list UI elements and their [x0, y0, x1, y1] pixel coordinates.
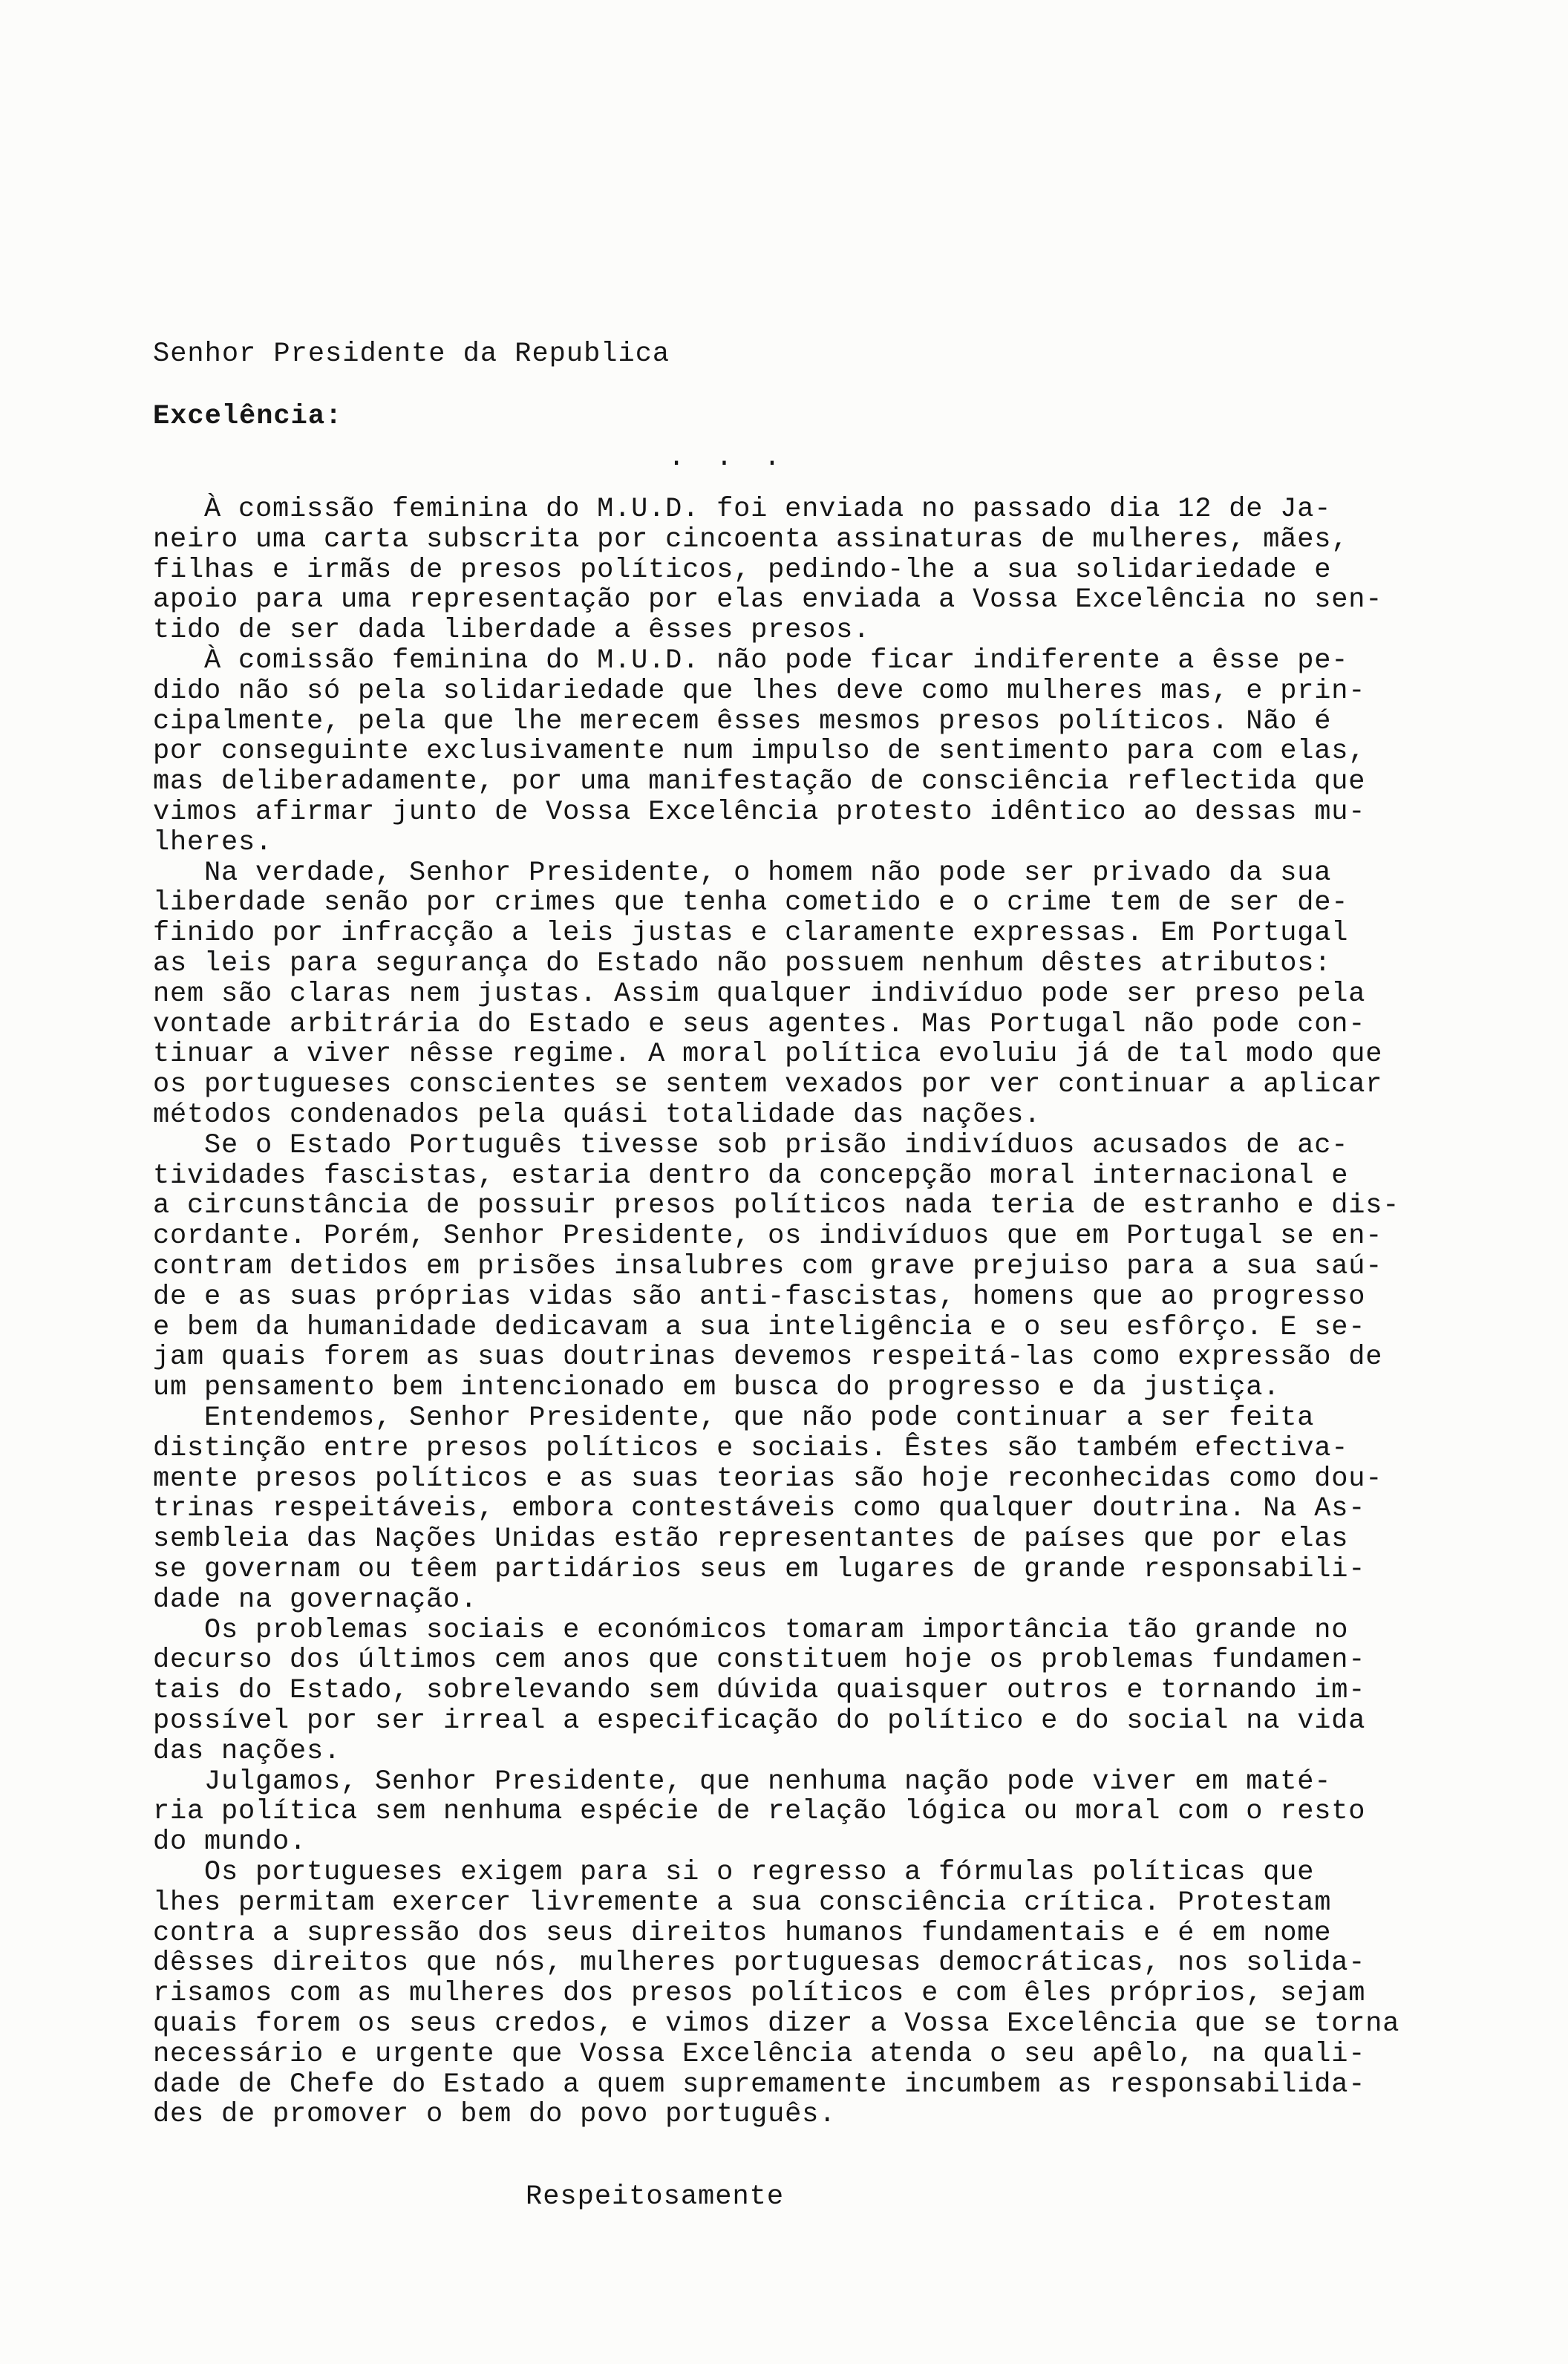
letter-line: cipalmente, pela que lhe merecem êsses mesmos presos políticos. Não é — [153, 705, 1332, 737]
letter-line: cordante. Porém, Senhor Presidente, os indivíduos que em Portugal se en- — [153, 1221, 1383, 1253]
letter-line: dade na governação. — [153, 1584, 478, 1616]
letter-line: as leis para segurança do Estado não possuem nenhum dêstes atributos: — [153, 948, 1332, 979]
letter-line: necessário e urgente que Vossa Excelência atenda o seu apêlo, na quali- — [153, 2038, 1366, 2070]
letter-line: lheres. — [153, 826, 273, 858]
letter-line: tais do Estado, sobrelevando sem dúvida quaisquer outros e tornando im- — [153, 1675, 1366, 1707]
letter-line: des de promover o bem do povo português. — [153, 2099, 837, 2131]
letter-line: vimos afirmar junto de Vossa Excelência protesto idêntico ao dessas mu- — [153, 797, 1366, 828]
letter-line: a circunstância de possuir presos políticos nada teria de estranho e dis- — [153, 1190, 1400, 1222]
greeting-line: Excelência: — [153, 401, 343, 432]
letter-line: À comissão feminina do M.U.D. foi enviada no passado dia 12 de Ja- — [153, 494, 1332, 525]
letter-line: trinas respeitáveis, embora contestáveis como qualquer doutrina. Na As- — [153, 1493, 1366, 1525]
letter-line: de e as suas próprias vidas são anti-fascistas, homens que ao progresso — [153, 1281, 1366, 1313]
letter-line: tividades fascistas, estaria dentro da concepção moral internacional e — [153, 1160, 1349, 1192]
letter-line: lhes permitam exercer livremente a sua consciência crítica. Protestam — [153, 1887, 1332, 1919]
letter-line: À comissão feminina do M.U.D. não pode ficar indiferente a êsse pe- — [153, 645, 1349, 676]
letter-line: um pensamento bem intencionado em busca do progresso e da justiça. — [153, 1372, 1281, 1404]
letter-line: ria política sem nenhuma espécie de relação lógica ou moral com o resto — [153, 1796, 1366, 1828]
letter-line: risamos com as mulheres dos presos políticos e com êles próprios, sejam — [153, 1978, 1366, 2010]
letter-line: mente presos políticos e as suas teorias são hoje reconhecidas como dou- — [153, 1463, 1383, 1495]
closing-line: Respeitosamente — [526, 2181, 785, 2213]
letter-line: e bem da humanidade dedicavam a sua inteligência e o seu esfôrço. E se- — [153, 1311, 1366, 1343]
letter-line: por conseguinte exclusivamente num impulso de sentimento para com elas, — [153, 736, 1366, 768]
letter-line: distinção entre presos políticos e sociais. Êstes são também efectiva- — [153, 1432, 1349, 1464]
letter-line: mas deliberadamente, por uma manifestação de consciência reflectida que — [153, 766, 1366, 798]
letter-line: se governam ou têem partidários seus em lugares de grande responsabili- — [153, 1554, 1366, 1585]
letter-line: decurso dos últimos cem anos que constituem hoje os problemas fundamen- — [153, 1645, 1366, 1676]
letter-line: dido não só pela solidariedade que lhes deve como mulheres mas, e prin- — [153, 675, 1366, 707]
separator-dots: . . . — [668, 443, 788, 474]
letter-line: os portugueses conscientes se sentem vexados por ver continuar a aplicar — [153, 1069, 1383, 1101]
letter-line: métodos condenados pela quási totalidade das nações. — [153, 1100, 1042, 1131]
letter-line: jam quais forem as suas doutrinas devemos respeitá-las como expressão de — [153, 1342, 1383, 1374]
letter-line: dade de Chefe do Estado a quem supremamente incumbem as responsabilida- — [153, 2068, 1366, 2100]
letter-line: tinuar a viver nêsse regime. A moral política evoluiu já de tal modo que — [153, 1039, 1383, 1071]
letter-line: contra a supressão dos seus direitos humanos fundamentais e é em nome — [153, 1917, 1332, 1949]
letter-line: Entendemos, Senhor Presidente, que não pode continuar a ser feita — [153, 1403, 1315, 1434]
letter-line: filhas e irmãs de presos políticos, pedindo-lhe a sua solidariedade e — [153, 554, 1332, 586]
letter-line: Os problemas sociais e económicos tomaram importância tão grande no — [153, 1614, 1349, 1646]
letter-line: Os portugueses exigem para si o regresso a fórmulas políticas que — [153, 1857, 1315, 1888]
letter-line: Se o Estado Português tivesse sob prisão indivíduos acusados de ac- — [153, 1129, 1349, 1161]
letter-line: vontade arbitrária do Estado e seus agentes. Mas Portugal não pode con- — [153, 1008, 1366, 1040]
letter-line: dêsses direitos que nós, mulheres portuguesas democráticas, nos solida- — [153, 1947, 1366, 1979]
letter-line: nem são claras nem justas. Assim qualquer indivíduo pode ser preso pela — [153, 978, 1366, 1010]
letter-line: sembleia das Nações Unidas estão representantes de países que por elas — [153, 1524, 1349, 1555]
letter-line: quais forem os seus credos, e vimos dizer a Vossa Excelência que se torna — [153, 2008, 1400, 2040]
addressee-line: Senhor Presidente da Republica — [153, 339, 670, 370]
letter-line: apoio para uma representação por elas enviada a Vossa Excelência no sen- — [153, 584, 1383, 616]
letter-line: Na verdade, Senhor Presidente, o homem não pode ser privado da sua — [153, 857, 1332, 889]
letter-line: liberdade senão por crimes que tenha cometido e o crime tem de ser de- — [153, 887, 1349, 919]
letter-line: tido de ser dada liberdade a êsses presos. — [153, 615, 871, 647]
letter-line: contram detidos em prisões insalubres com grave prejuiso para a sua saú- — [153, 1251, 1383, 1282]
letter-line: finido por infracção a leis justas e claramente expressas. Em Portugal — [153, 918, 1349, 950]
letter-line: possível por ser irreal a especificação do político e do social na vida — [153, 1705, 1366, 1737]
letter-line: das nações. — [153, 1735, 342, 1767]
letter-line: neiro uma carta subscrita por cincoenta assinaturas de mulheres, mães, — [153, 523, 1349, 555]
letter-line: Julgamos, Senhor Presidente, que nenhuma nação pode viver em maté- — [153, 1766, 1332, 1798]
letter-line: do mundo. — [153, 1826, 307, 1858]
